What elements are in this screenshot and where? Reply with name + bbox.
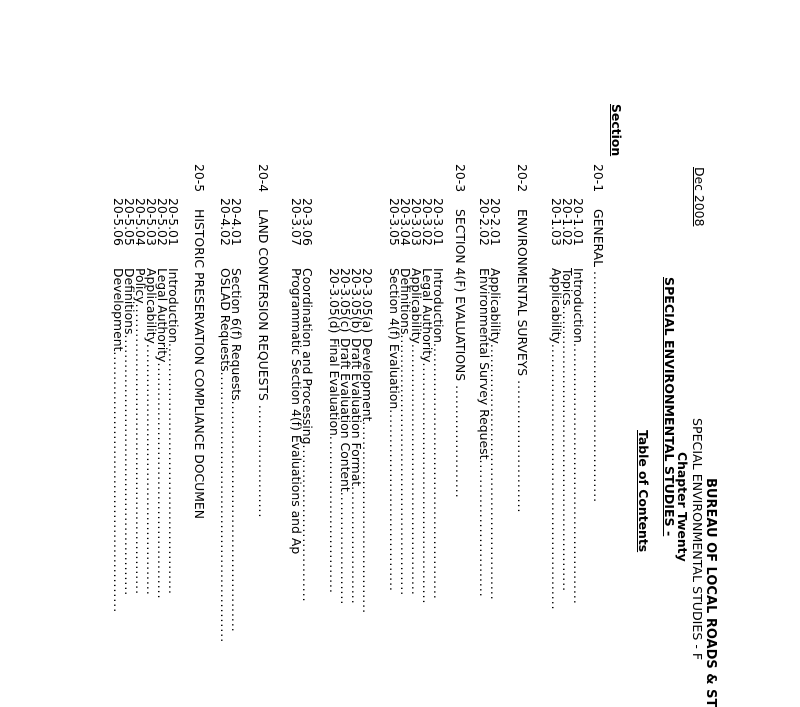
toc-title: HISTORIC PRESERVATION COMPLIANCE DOCUMEN xyxy=(192,209,207,520)
toc-title: Applicability................................................... xyxy=(409,268,424,596)
toc-heading: Table of Contents xyxy=(636,430,651,553)
toc-number: 20-3.04 xyxy=(398,198,413,246)
chapter-number: Chapter Twenty xyxy=(675,452,690,562)
toc-title: Draft Evaluation Format........................ xyxy=(349,338,364,605)
toc-number: 20-1.02 xyxy=(560,198,575,246)
toc-number: 20-4 xyxy=(256,164,271,193)
toc-number: 20-3.07 xyxy=(289,198,304,246)
bureau-title: BUREAU OF LOCAL ROADS & ST xyxy=(703,478,718,707)
toc-title: Topics.......................................................... xyxy=(560,268,575,593)
toc-title: Applicability.................................................... xyxy=(488,268,503,601)
toc-title: Development....................................... xyxy=(360,338,375,615)
toc-title: Definitions..................................................... xyxy=(398,268,413,597)
toc-title: Introduction.................................................... xyxy=(431,268,446,600)
toc-number: 20-1.03 xyxy=(549,198,564,246)
toc-title: Applicability...................................................... xyxy=(549,268,564,611)
toc-title: Introduction..................................................... xyxy=(571,268,586,605)
toc-title: LAND CONVERSION REQUESTS ....................... xyxy=(256,209,271,519)
toc-title: Legal Authority................................................. xyxy=(420,268,435,605)
toc-title: Environmental Survey Request............................ xyxy=(477,268,492,598)
toc-title: Section 6(f) Requests............................................... xyxy=(229,268,244,633)
toc-number: 20-2.01 xyxy=(488,198,503,246)
toc-title: Draft Evaluation Content....................... xyxy=(338,338,353,606)
toc-number: 20-3.06 xyxy=(300,198,315,246)
toc-title: Development..................................................... xyxy=(111,268,126,614)
toc-number: 20-4.02 xyxy=(218,198,233,246)
toc-title: Applicability................................................... xyxy=(144,268,159,596)
toc-number: 20-3.01 xyxy=(431,198,446,246)
toc-number: 20-3.05(b) xyxy=(349,268,364,334)
toc-number: 20-2.02 xyxy=(477,198,492,246)
toc-number: 20-3.03 xyxy=(409,198,424,246)
toc-number: 20-5.03 xyxy=(144,198,159,246)
toc-number: 20-5.02 xyxy=(155,198,170,246)
toc-title: Legal Authority................................................ xyxy=(155,268,170,600)
toc-number: 20-5.06 xyxy=(111,198,126,246)
toc-title: Definitions..................................................... xyxy=(122,268,137,597)
toc-title: Final Evaluation................................ xyxy=(327,338,342,594)
toc-title: OSLAD Requests....................................................... xyxy=(218,268,233,644)
issue-date: Dec 2008 xyxy=(692,167,707,227)
toc-number: 20-5.05 xyxy=(122,198,137,246)
toc-number: 20-3.05 xyxy=(387,198,402,246)
toc-number: 20-4.01 xyxy=(229,198,244,246)
section-column-header: Section xyxy=(609,104,624,157)
toc-title: GENERAL ............................................... xyxy=(591,209,606,504)
toc-title: Coordination and Processing................................ xyxy=(300,268,315,603)
toc-number: 20-3.05(d) xyxy=(327,268,342,334)
toc-title: Introduction................................................... xyxy=(166,268,181,595)
toc-number: 20-3.05(c) xyxy=(338,268,353,333)
toc-number: 20-5.04 xyxy=(133,198,148,246)
toc-number: 20-5.01 xyxy=(166,198,181,246)
toc-number: 20-3 xyxy=(453,164,468,193)
toc-number: 20-3.05(a) xyxy=(360,268,375,334)
toc-number: 20-1.01 xyxy=(571,198,586,246)
chapter-title: SPECIAL ENVIRONMENTAL STUDIES - xyxy=(662,277,677,537)
toc-number: 20-2 xyxy=(515,164,530,193)
toc-number: 20-3.02 xyxy=(420,198,435,246)
toc-title: ENVIRONMENTAL SURVEYS ........................... xyxy=(515,209,530,514)
toc-title: Programmatic Section 4(f) Evaluations and Ap xyxy=(289,268,304,555)
toc-title: Policy........................................................... xyxy=(133,268,148,596)
toc-title: SECTION 4(F) EVALUATIONS ....................... xyxy=(453,209,468,499)
toc-title: Section 4(f) Evaluation..................................... xyxy=(387,268,402,592)
toc-number: 20-5 xyxy=(192,164,207,193)
toc-number: 20-1 xyxy=(591,164,606,193)
manual-title: SPECIAL ENVIRONMENTAL STUDIES - F xyxy=(690,418,705,661)
